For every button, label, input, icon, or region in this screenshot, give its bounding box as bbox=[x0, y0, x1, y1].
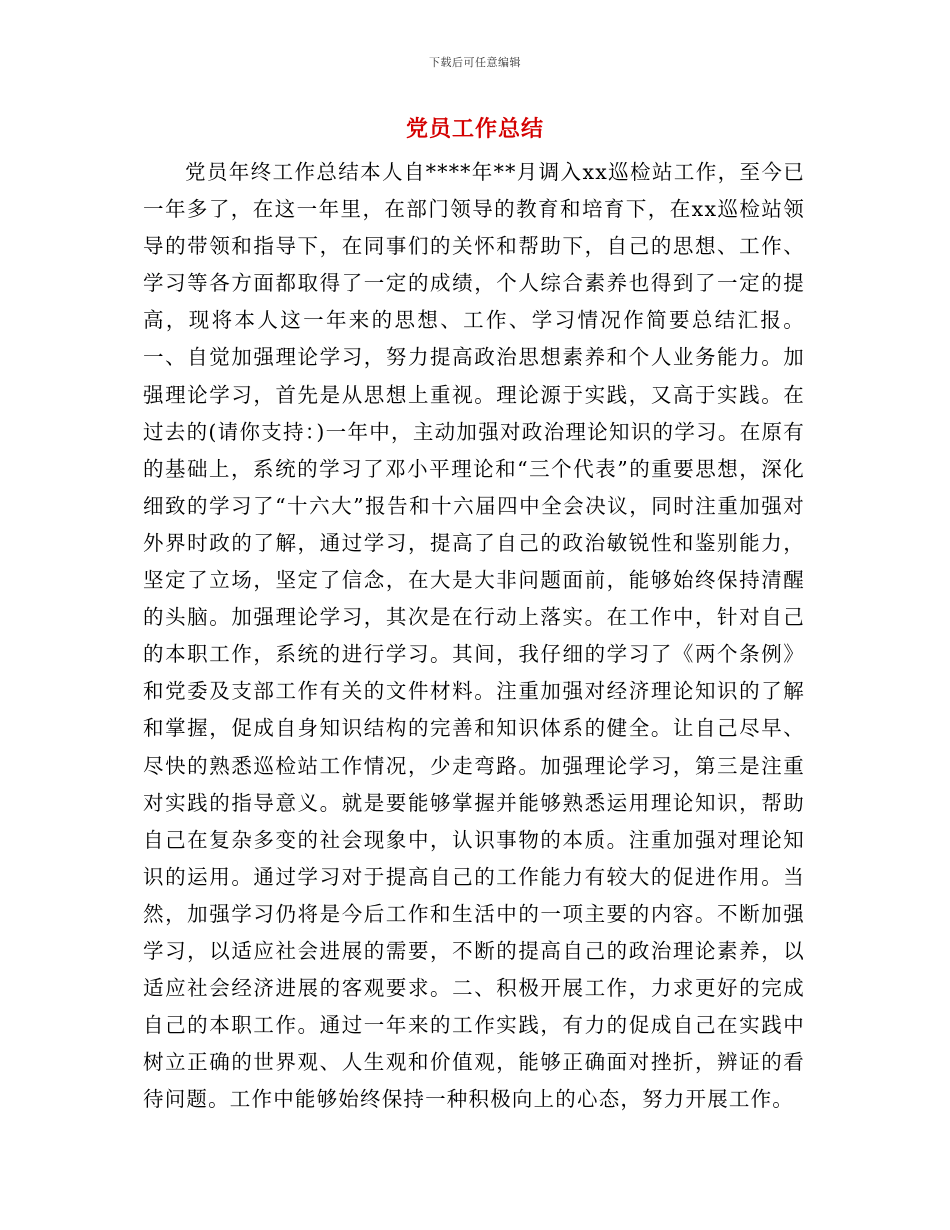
body-paragraph: 党员年终工作总结本人自****年**月调入xx巡检站工作，至今已一年多了，在这一年里，在部门领导的教育和培育下，在xx巡检站领导的带领和指导下，在同事们的关怀和帮助下，自己的思想、工作、学习等各方面都取得了一定的成绩，个人综合素养也得到了一定的提高，现将本人这一年来的思想、工作、学习情况作简要总结汇报。一、自觉加强理论学习，努力提高政治思想素养和个人业务能力。加强理论学习，首先是从思想上重视。理论源于实践，又高于实践。在过去的(请你支持：)一年中，主动加强对政治理论知识的学习。在原有的基础上，系统的学习了邓小平理论和“三个代表”的重要思想，深化细致的学习了“十六大”报告和十六届四中全会决议，同时注重加强对外界时政的了解，通过学习，提高了自己的政治敏锐性和鉴别能力，坚定了立场，坚定了信念，在大是大非问题面前，能够始终保持清醒的头脑。加强理论学习，其次是在行动上落实。在工作中，针对自己的本职工作，系统的进行学习。其间，我仔细的学习了《两个条例》和党委及支部工作有关的文件材料。注重加强对经济理论知识的了解和掌握，促成自身知识结构的完善和知识体系的健全。让自己尽早、尽快的熟悉巡检站工作情况，少走弯路。加强理论学习，第三是注重对实践的指导意义。就是要能够掌握并能够熟悉运用理论知识，帮助自己在复杂多变的社会现象中，认识事物的本质。注重加强对理论知识的运用。通过学习对于提高自己的工作能力有较大的促进作用。当然，加强学习仍将是今后工作和生活中的一项主要的内容。不断加强学习，以适应社会进展的需要，不断的提高自己的政治理论素养，以适应社会经济进展的客观要求。二、积极开展工作，力求更好的完成自己的本职工作。通过一年来的工作实践，有力的促成自己在实践中树立正确的世界观、人生观和价值观，能够正确面对挫折，辨证的看待问题。工作中能够始终保持一种积极向上的心态，努力开展工作。 bbox=[143, 160, 805, 1112]
document-title: 党员工作总结 bbox=[405, 116, 544, 142]
header-note: 下载后可任意编辑 bbox=[429, 56, 521, 69]
